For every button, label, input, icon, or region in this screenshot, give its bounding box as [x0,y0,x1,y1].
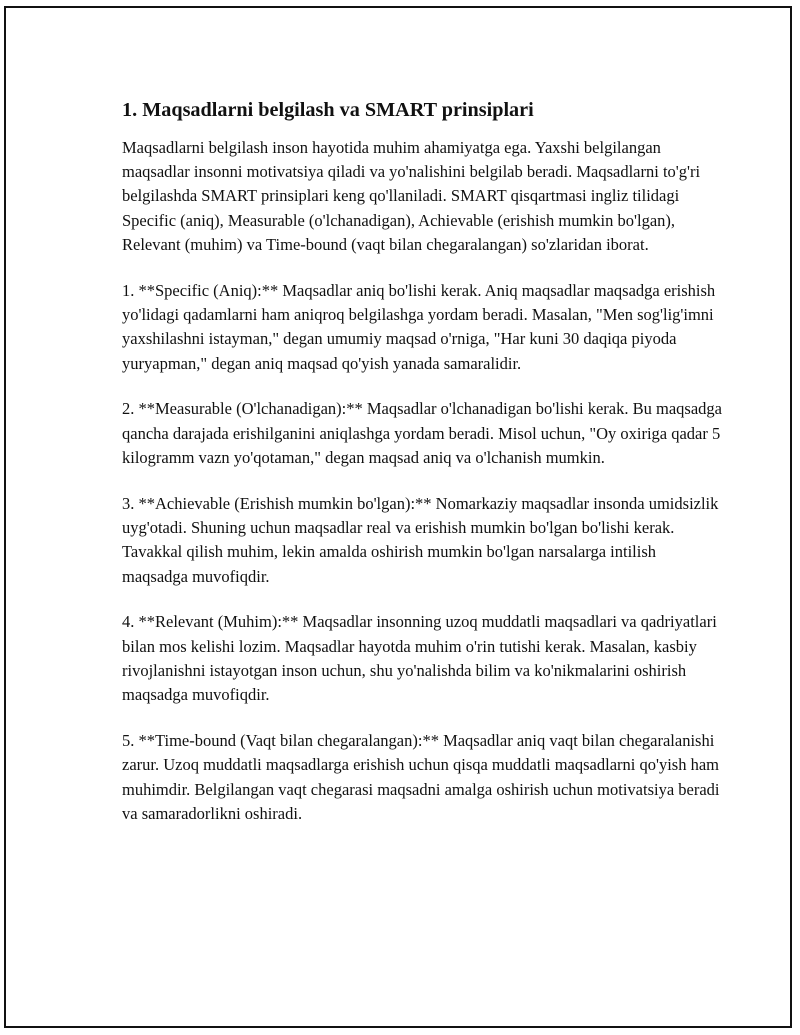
page-frame [4,6,792,1028]
time-bound-paragraph: 5. **Time-bound (Vaqt bilan chegaralangan):** Maqsadlar aniq vaqt bilan chegaralanishi zarur. Uzoq muddatli maqsadlarga erishish uchun qisqa muddatli maqsadlarni qo'yish ham muhimdir. Belgilangan vaqt chegarasi maqsadni amalga oshirish uchun motivatsiya beradi va samaradorlikni oshiradi. [122,731,720,823]
achievable-paragraph: 3. **Achievable (Erishish mumkin bo'lgan):** Nomarkaziy maqsadlar insonda umidsizlik uyg'otadi. Shuning uchun maqsadlar real va erishish mumkin bo'lgan bo'lishi kerak. Tavakkal qilish muhim, lekin amalda oshirish mumkin bo'lgan narsalarga intilish maqsadga muvofiqdir. [122,493,719,586]
document-body [122,97,722,848]
document-title: 1. Maqsadlarni belgilash va SMART prinsiplari [122,99,534,121]
specific-paragraph: 1. **Specific (Aniq):** Maqsadlar aniq bo'lishi kerak. Aniq maqsadlar maqsadga erishish yo'lidagi qadamlarni ham aniqroq belgilashga yordam beradi. Masalan, "Men sog'lig'imni yaxshilashni istayman," degan umumiy maqsad o'rniga, "Har kuni 30 daqiqa piyoda yuryapman," degan aniq maqsad qo'yish yanada samaralidir. [122,280,716,373]
relevant-paragraph: 4. **Relevant (Muhim):** Maqsadlar insonning uzoq muddatli maqsadlari va qadriyatlari bilan mos kelishi lozim. Maqsadlar hayotda muhim o'rin tutishi kerak. Masalan, kasbiy rivojlanishni istayotgan inson uchun, shu yo'nalishda bilim va ko'nikmalarini oshirish maqsadga muvofiqdir. [122,612,717,705]
measurable-paragraph: 2. **Measurable (O'lchanadigan):** Maqsadlar o'lchanadigan bo'lishi kerak. Bu maqsadga qancha darajada erishilganini aniqlashga yordam beradi. Misol uchun, "Oy oxiriga qadar 5 kilogramm vazn yo'qotaman," degan maqsad aniq va o'lchanish mumkin. [122,399,722,467]
intro-paragraph: Maqsadlarni belgilash inson hayotida muhim ahamiyatga ega. Yaxshi belgilangan maqsadlar insonni motivatsiya qiladi va yo'nalishini belgilab beradi. Maqsadlarni to'g'ri belgilashda SMART prinsiplari keng qo'llaniladi. SMART qisqartmasi ingliz tilidagi Specific (aniq), Measurable (o'lchanadigan), Achievable (erishish mumkin bo'lgan), Relevant (muhim) va Time-bound (vaqt bilan chegaralangan) so'zlaridan iborat. [122,137,701,254]
